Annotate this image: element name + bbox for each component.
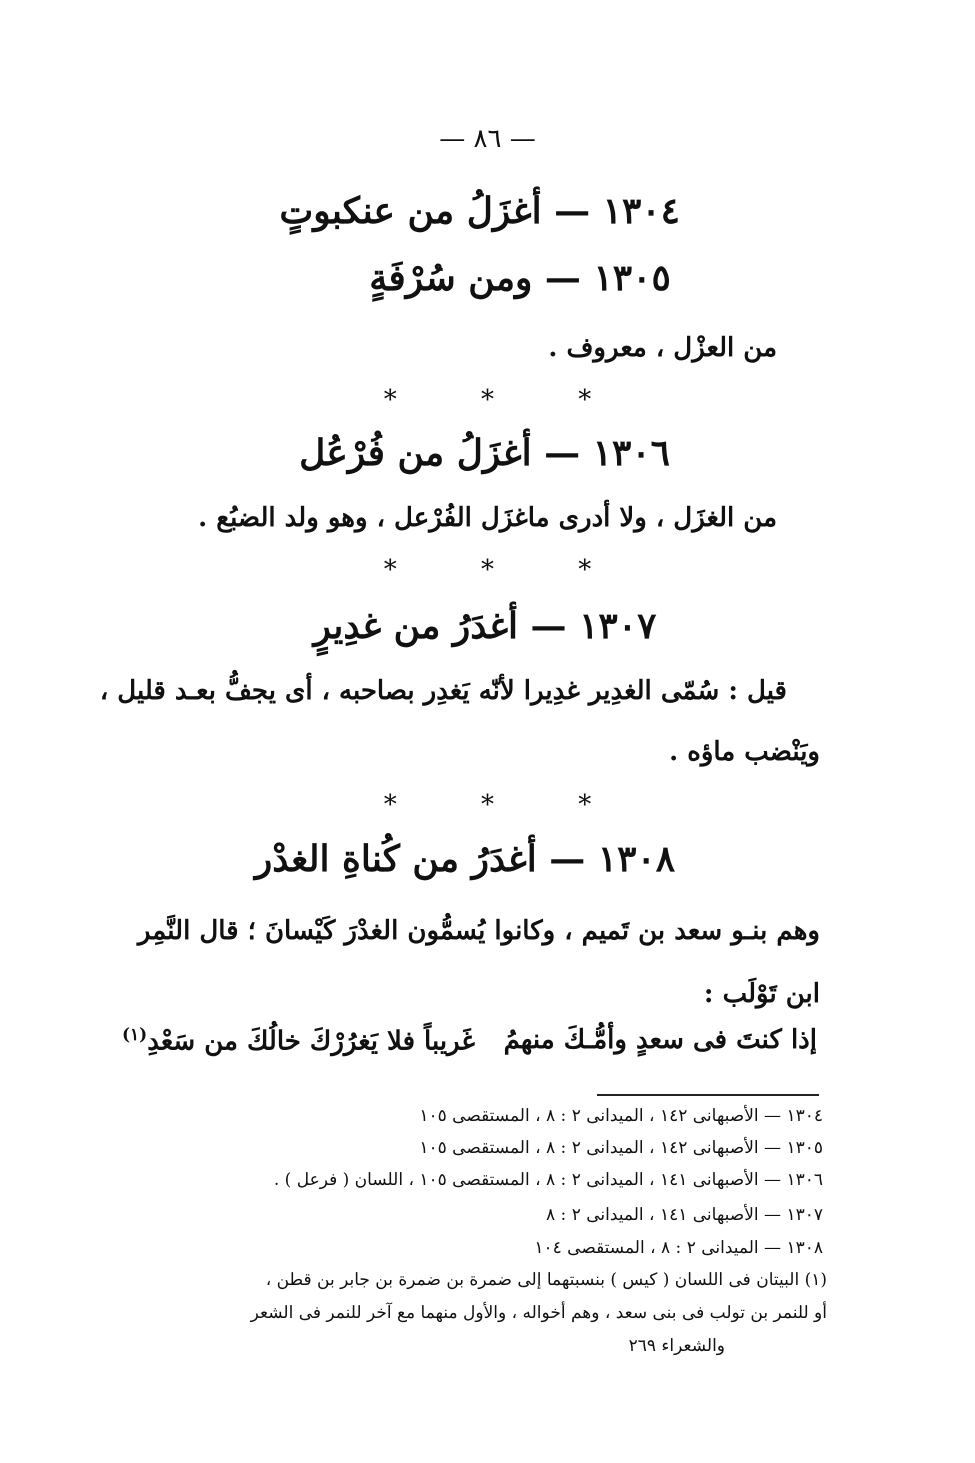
proverb-heading-1308: ١٣٠٨ — أغدَرُ من كُناةِ الغدْر <box>254 838 676 880</box>
section-separator: * * * <box>383 555 630 585</box>
footnote-divider <box>597 1094 819 1096</box>
proverb-heading-1305: ١٣٠٥ — ومن سُرْفَةٍ <box>369 257 671 299</box>
footnote-marker: (١) <box>121 1025 148 1045</box>
proverb-explanation: من العزْل ، معروف . <box>548 333 777 363</box>
footnote-note-line: والشعراء ٢٦٩ <box>628 1336 725 1356</box>
footnote-source-1306: ١٣٠٦ — الأصبهانى ١٤١ ، الميدانى ٢ : ٨ ، المستقصى ١٠٥ ، اللسان ( فرعل ) . <box>273 1170 823 1190</box>
section-separator: * * * <box>383 385 630 415</box>
proverb-explanation: وهم بنـو سعد بن تَميم ، وكانوا يُسمُّون الغدْرَ كَيْسانَ ؛ قال النَّمِر <box>137 916 820 946</box>
footnote-note-line: (١) البيتان فى اللسان ( كيس ) بنسبتهما إلى ضمرة بن ضمرة بن جابر بن قطن ، <box>265 1270 827 1290</box>
proverb-explanation-continued: ابن تَوْلَب : <box>703 979 820 1009</box>
page-number: — ٨٦ — <box>439 124 536 154</box>
verse-second-hemistich <box>122 1025 475 1057</box>
section-separator: * * * <box>383 790 630 820</box>
footnote-source-1307: ١٣٠٧ — الأصبهانى ١٤١ ، الميدانى ٢ : ٨ <box>546 1205 823 1225</box>
footnote-source-1305: ١٣٠٥ — الأصبهانى ١٤٢ ، الميدانى ٢ : ٨ ، المستقصى ١٠٥ <box>419 1138 823 1158</box>
proverb-explanation: من الغزَل ، ولا أدرى ماغزَل الفُرْعل ، وهو ولد الضبُع . <box>198 503 777 533</box>
footnote-note-line: أو للنمر بن تولب فى بنى سعد ، وهم أخواله ، والأول منهما مع آخر للنمر فى الشعر <box>250 1303 827 1323</box>
footnote-source-1308: ١٣٠٨ — الميدانى ٢ : ٨ ، المستقصى ١٠٤ <box>534 1238 823 1258</box>
verse-first-hemistich: إذا كنتَ فى سعدٍ وأمُّـكَ منهمُ <box>503 1025 817 1055</box>
proverb-heading-1306: ١٣٠٦ — أغزَلُ من فُرْعُل <box>299 432 670 474</box>
proverb-explanation-continued: ويَنْضب ماؤه . <box>669 737 820 767</box>
proverb-explanation: قيل : سُمّى الغدِير غدِيرا لأنّه يَغدِر بصاحبه ، أى يجفُّ بعـد قليل ، <box>99 676 787 706</box>
proverb-heading-1304: ١٣٠٤ — أغزَلُ من عنكبوتٍ <box>279 190 680 232</box>
verse-second-hemistich-text: غَريباً فلا يَغرُرْكَ خالُكَ من سَعْدِ <box>147 1026 475 1057</box>
footnote-source-1304: ١٣٠٤ — الأصبهانى ١٤٢ ، الميدانى ٢ : ٨ ، المستقصى ١٠٥ <box>419 1106 823 1126</box>
proverb-heading-1307: ١٣٠٧ — أغدَرُ من غدِيرٍ <box>313 605 657 647</box>
